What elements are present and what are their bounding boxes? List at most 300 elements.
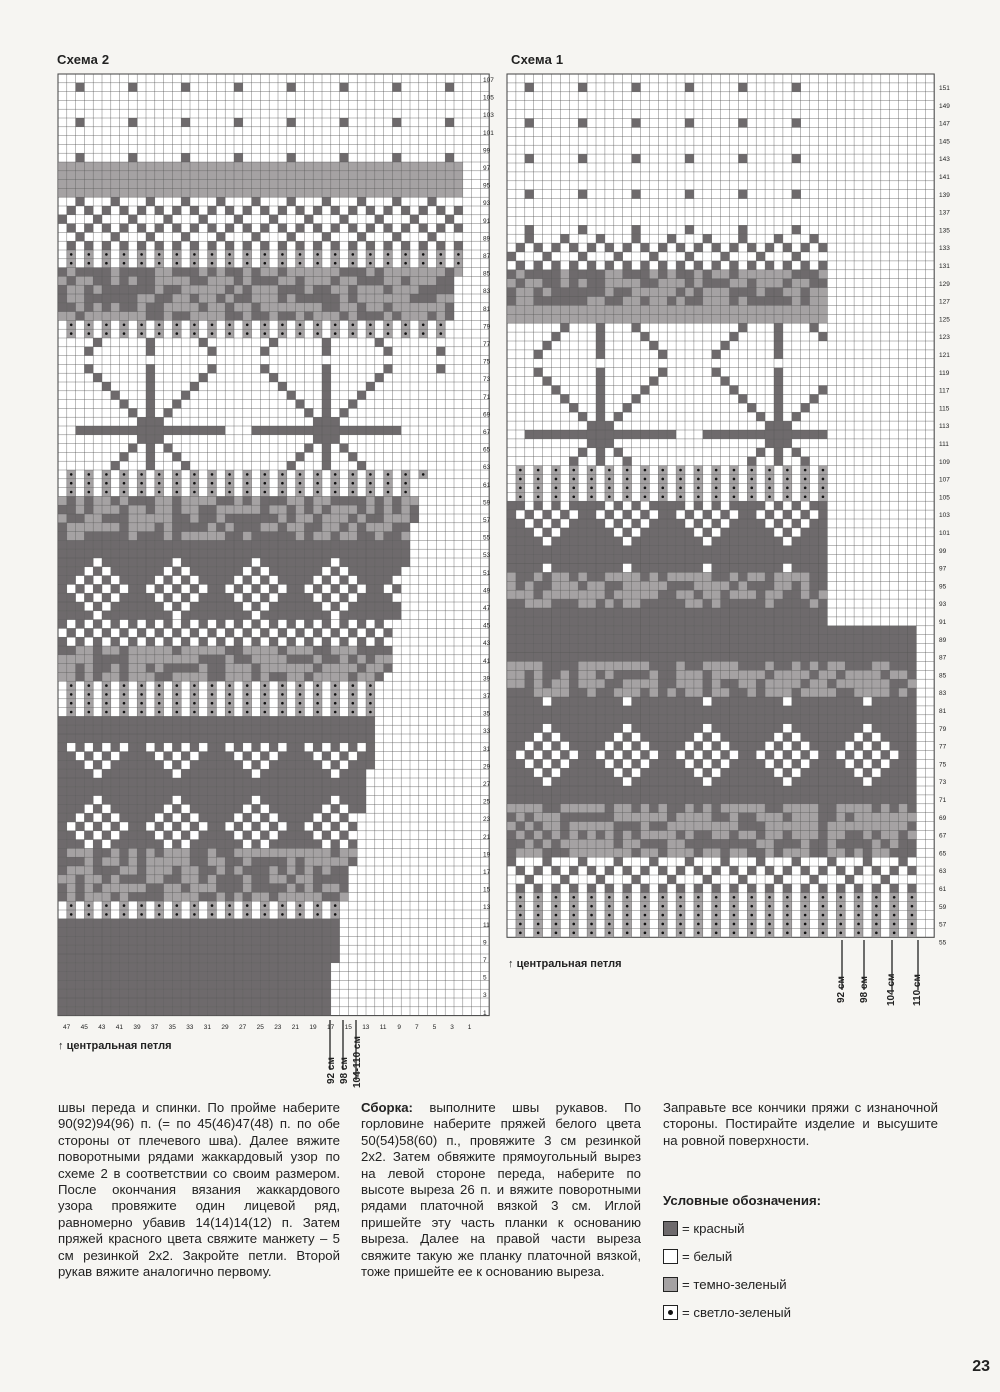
scheme2-stitch bbox=[216, 303, 225, 312]
scheme2-stitch bbox=[216, 188, 225, 197]
scheme2-stitch bbox=[287, 769, 296, 778]
scheme2-stitch bbox=[234, 804, 243, 813]
scheme1-stitch bbox=[908, 697, 917, 706]
scheme1-stitch bbox=[534, 590, 543, 599]
scheme2-stitch bbox=[164, 593, 173, 602]
scheme2-stitch bbox=[252, 664, 261, 673]
scheme1-stitch bbox=[649, 528, 658, 537]
scheme1-stitch bbox=[658, 768, 667, 777]
scheme1-stitch bbox=[658, 670, 667, 679]
scheme2-stitch bbox=[243, 787, 252, 796]
scheme1-stitch bbox=[578, 279, 587, 288]
scheme2-stitch bbox=[216, 426, 225, 435]
scheme1-stitch bbox=[596, 617, 605, 626]
scheme1-stitch bbox=[783, 688, 792, 697]
scheme2-dot bbox=[123, 702, 126, 705]
scheme1-stitch bbox=[881, 661, 890, 670]
scheme2-stitch bbox=[216, 523, 225, 532]
scheme2-stitch bbox=[384, 496, 393, 505]
scheme2-stitch bbox=[313, 611, 322, 620]
scheme2-stitch bbox=[84, 848, 93, 857]
scheme1-stitch bbox=[765, 546, 774, 555]
scheme2-stitch bbox=[340, 778, 349, 787]
scheme1-stitch bbox=[676, 537, 685, 546]
scheme2-stitch bbox=[243, 848, 252, 857]
scheme2-stitch bbox=[357, 391, 366, 400]
scheme2-stitch bbox=[216, 496, 225, 505]
scheme2-stitch bbox=[172, 787, 181, 796]
scheme1-stitch bbox=[658, 733, 667, 742]
scheme1-stitch bbox=[890, 759, 899, 768]
scheme2-dot bbox=[123, 491, 126, 494]
scheme1-stitch bbox=[827, 706, 836, 715]
scheme1-stitch bbox=[667, 635, 676, 644]
scheme2-stitch bbox=[252, 857, 261, 866]
scheme2-stitch bbox=[137, 725, 146, 734]
scheme1-stitch bbox=[649, 768, 658, 777]
scheme2-stitch bbox=[181, 514, 190, 523]
scheme2-stitch bbox=[84, 294, 93, 303]
scheme2-stitch bbox=[67, 936, 76, 945]
scheme2-stitch bbox=[366, 505, 375, 514]
scheme2-stitch bbox=[296, 778, 305, 787]
scheme2-stitch bbox=[84, 980, 93, 989]
scheme1-stitch bbox=[756, 528, 765, 537]
scheme2-stitch bbox=[199, 664, 208, 673]
scheme2-stitch bbox=[269, 426, 278, 435]
scheme2-stitch bbox=[366, 558, 375, 567]
scheme2-stitch bbox=[366, 540, 375, 549]
scheme2-stitch bbox=[146, 760, 155, 769]
scheme2-stitch bbox=[102, 928, 111, 937]
scheme2-stitch bbox=[58, 180, 67, 189]
scheme1-stitch bbox=[552, 270, 561, 279]
scheme2-stitch bbox=[67, 532, 76, 541]
scheme2-dot bbox=[264, 253, 267, 256]
scheme1-stitch bbox=[614, 564, 623, 573]
scheme2-stitch bbox=[331, 628, 340, 637]
scheme1-stitch bbox=[792, 305, 801, 314]
scheme1-stitch bbox=[703, 510, 712, 519]
scheme2-stitch bbox=[164, 734, 173, 743]
scheme2-stitch bbox=[155, 241, 164, 250]
scheme1-stitch bbox=[730, 706, 739, 715]
scheme1-stitch bbox=[676, 626, 685, 635]
scheme2-stitch bbox=[111, 945, 120, 954]
scheme1-stitch bbox=[792, 590, 801, 599]
scheme1-stitch bbox=[552, 537, 561, 546]
scheme2-stitch bbox=[58, 593, 67, 602]
scheme1-stitch bbox=[747, 270, 756, 279]
scheme2-stitch bbox=[278, 206, 287, 215]
scheme2-stitch bbox=[84, 734, 93, 743]
scheme2-stitch bbox=[322, 197, 331, 206]
scheme1-stitch bbox=[649, 501, 658, 510]
scheme1-stitch bbox=[730, 786, 739, 795]
scheme2-stitch bbox=[436, 312, 445, 321]
scheme1-stitch bbox=[516, 635, 525, 644]
scheme2-stitch bbox=[102, 752, 111, 761]
scheme1-stitch bbox=[810, 430, 819, 439]
scheme1-dot bbox=[661, 469, 664, 472]
scheme2-stitch bbox=[84, 787, 93, 796]
scheme1-stitch bbox=[738, 795, 747, 804]
scheme2-stitch bbox=[58, 875, 67, 884]
scheme2-stitch bbox=[331, 822, 340, 831]
scheme2-stitch bbox=[102, 875, 111, 884]
scheme2-stitch bbox=[146, 725, 155, 734]
scheme2-stitch bbox=[234, 945, 243, 954]
scheme2-stitch bbox=[313, 857, 322, 866]
scheme2-stitch bbox=[208, 276, 217, 285]
scheme2-stitch bbox=[243, 549, 252, 558]
scheme1-stitch bbox=[658, 786, 667, 795]
scheme1-stitch bbox=[694, 626, 703, 635]
scheme2-dot bbox=[70, 332, 73, 335]
scheme1-stitch bbox=[810, 742, 819, 751]
scheme1-stitch bbox=[534, 822, 543, 831]
scheme2-stitch bbox=[208, 919, 217, 928]
scheme2-stitch bbox=[278, 532, 287, 541]
scheme1-stitch bbox=[658, 270, 667, 279]
scheme2-stitch bbox=[401, 285, 410, 294]
scheme2-stitch bbox=[428, 303, 437, 312]
scheme2-stitch bbox=[76, 549, 85, 558]
scheme2-stitch bbox=[164, 919, 173, 928]
scheme2-stitch bbox=[155, 936, 164, 945]
scheme2-stitch bbox=[313, 514, 322, 523]
scheme2-dot bbox=[369, 702, 372, 705]
scheme2-stitch bbox=[243, 505, 252, 514]
scheme2-stitch bbox=[313, 884, 322, 893]
scheme2-stitch bbox=[76, 523, 85, 532]
scheme2-stitch bbox=[172, 584, 181, 593]
scheme2-stitch bbox=[172, 540, 181, 549]
scheme1-stitch bbox=[560, 777, 569, 786]
scheme2-stitch bbox=[331, 655, 340, 664]
scheme1-stitch bbox=[614, 448, 623, 457]
scheme2-stitch bbox=[111, 664, 120, 673]
scheme2-stitch bbox=[234, 549, 243, 558]
scheme2-stitch bbox=[93, 945, 102, 954]
scheme2-dot bbox=[211, 693, 214, 696]
scheme2-dot bbox=[264, 684, 267, 687]
scheme1-stitch bbox=[694, 305, 703, 314]
scheme1-stitch bbox=[836, 759, 845, 768]
scheme1-stitch bbox=[792, 626, 801, 635]
scheme2-stitch bbox=[216, 655, 225, 664]
scheme2-stitch bbox=[155, 312, 164, 321]
scheme2-stitch bbox=[164, 215, 173, 224]
scheme2-stitch bbox=[137, 268, 146, 277]
scheme1-stitch bbox=[756, 644, 765, 653]
scheme2-stitch bbox=[234, 787, 243, 796]
scheme1-stitch bbox=[792, 742, 801, 751]
scheme1-stitch bbox=[774, 430, 783, 439]
scheme2-stitch bbox=[243, 188, 252, 197]
scheme2-stitch bbox=[137, 602, 146, 611]
scheme2-stitch bbox=[331, 954, 340, 963]
scheme1-stitch bbox=[543, 768, 552, 777]
scheme2-dot bbox=[246, 491, 249, 494]
scheme2-stitch bbox=[252, 303, 261, 312]
scheme2-stitch bbox=[348, 276, 357, 285]
scheme2-stitch bbox=[172, 628, 181, 637]
scheme1-stitch bbox=[507, 537, 516, 546]
scheme2-stitch bbox=[155, 611, 164, 620]
scheme1-stitch bbox=[738, 750, 747, 759]
scheme2-stitch bbox=[331, 602, 340, 611]
scheme1-stitch bbox=[534, 759, 543, 768]
scheme1-stitch bbox=[738, 697, 747, 706]
scheme2-stitch bbox=[164, 171, 173, 180]
scheme1-stitch bbox=[614, 590, 623, 599]
scheme2-stitch bbox=[225, 505, 234, 514]
scheme1-stitch bbox=[525, 804, 534, 813]
scheme1-stitch bbox=[641, 528, 650, 537]
scheme1-stitch bbox=[632, 297, 641, 306]
scheme2-stitch bbox=[208, 813, 217, 822]
scheme1-stitch bbox=[560, 323, 569, 332]
scheme1-stitch bbox=[738, 510, 747, 519]
scheme2-stitch bbox=[128, 646, 137, 655]
scheme2-stitch bbox=[348, 725, 357, 734]
scheme1-stitch bbox=[747, 653, 756, 662]
scheme2-stitch bbox=[419, 268, 428, 277]
scheme1-stitch bbox=[819, 661, 828, 670]
scheme1-stitch bbox=[569, 795, 578, 804]
scheme1-stitch bbox=[507, 644, 516, 653]
scheme2-stitch bbox=[234, 884, 243, 893]
scheme2-stitch bbox=[216, 268, 225, 277]
scheme2-dot bbox=[228, 482, 231, 485]
scheme2-stitch bbox=[208, 796, 217, 805]
scheme2-stitch bbox=[164, 831, 173, 840]
scheme1-stitch bbox=[543, 555, 552, 564]
scheme1-stitch bbox=[756, 742, 765, 751]
scheme2-stitch bbox=[225, 655, 234, 664]
scheme2-stitch bbox=[137, 936, 146, 945]
scheme1-stitch bbox=[543, 688, 552, 697]
scheme1-stitch bbox=[747, 537, 756, 546]
scheme2-stitch bbox=[296, 787, 305, 796]
scheme2-stitch bbox=[428, 294, 437, 303]
scheme2-stitch bbox=[384, 241, 393, 250]
scheme1-stitch bbox=[756, 555, 765, 564]
scheme1-stitch bbox=[587, 750, 596, 759]
scheme1-stitch bbox=[881, 795, 890, 804]
scheme2-stitch bbox=[340, 646, 349, 655]
scheme2-stitch bbox=[128, 268, 137, 277]
scheme2-stitch bbox=[331, 224, 340, 233]
scheme2-stitch bbox=[93, 1007, 102, 1016]
scheme1-stitch bbox=[756, 635, 765, 644]
scheme2-stitch bbox=[234, 936, 243, 945]
scheme1-stitch bbox=[836, 733, 845, 742]
scheme1-stitch bbox=[747, 777, 756, 786]
scheme1-stitch bbox=[774, 279, 783, 288]
scheme2-stitch bbox=[252, 602, 261, 611]
scheme2-stitch bbox=[120, 303, 129, 312]
scheme2-dot bbox=[88, 711, 91, 714]
scheme2-stitch bbox=[287, 734, 296, 743]
scheme2-stitch bbox=[243, 593, 252, 602]
scheme2-stitch bbox=[322, 848, 331, 857]
scheme2-stitch bbox=[260, 628, 269, 637]
scheme2-stitch bbox=[340, 549, 349, 558]
scheme2-stitch bbox=[331, 672, 340, 681]
scheme1-stitch bbox=[783, 314, 792, 323]
scheme2-stitch bbox=[190, 989, 199, 998]
scheme1-stitch bbox=[578, 670, 587, 679]
scheme2-stitch bbox=[260, 532, 269, 541]
scheme1-stitch bbox=[641, 688, 650, 697]
scheme2-stitch bbox=[128, 637, 137, 646]
scheme1-stitch bbox=[836, 706, 845, 715]
scheme2-stitch bbox=[190, 787, 199, 796]
scheme2-stitch bbox=[84, 593, 93, 602]
scheme2-stitch bbox=[93, 285, 102, 294]
scheme1-stitch bbox=[890, 724, 899, 733]
scheme1-stitch bbox=[836, 697, 845, 706]
scheme2-stitch bbox=[269, 620, 278, 629]
scheme2-stitch bbox=[260, 505, 269, 514]
scheme2-stitch bbox=[287, 391, 296, 400]
scheme1-stitch bbox=[899, 661, 908, 670]
scheme2-stitch bbox=[67, 611, 76, 620]
scheme1-stitch bbox=[676, 501, 685, 510]
scheme1-stitch bbox=[765, 581, 774, 590]
scheme1-stitch bbox=[649, 733, 658, 742]
scheme1-stitch bbox=[667, 314, 676, 323]
scheme1-stitch bbox=[569, 644, 578, 653]
scheme2-stitch bbox=[172, 206, 181, 215]
scheme1-stitch bbox=[552, 661, 561, 670]
scheme1-dot bbox=[519, 495, 522, 498]
scheme1-stitch bbox=[730, 261, 739, 270]
scheme2-stitch bbox=[410, 303, 419, 312]
scheme2-stitch bbox=[428, 276, 437, 285]
scheme2-stitch bbox=[190, 567, 199, 576]
scheme1-stitch bbox=[596, 430, 605, 439]
scheme2-stitch bbox=[357, 268, 366, 277]
scheme2-stitch bbox=[234, 743, 243, 752]
scheme2-stitch bbox=[278, 954, 287, 963]
scheme2-stitch bbox=[278, 998, 287, 1007]
scheme1-stitch bbox=[516, 555, 525, 564]
scheme2-stitch bbox=[84, 523, 93, 532]
scheme1-stitch bbox=[632, 154, 641, 163]
scheme1-stitch bbox=[801, 590, 810, 599]
scheme2-stitch bbox=[128, 866, 137, 875]
scheme1-stitch bbox=[578, 724, 587, 733]
scheme1-stitch bbox=[623, 403, 632, 412]
scheme2-stitch bbox=[155, 496, 164, 505]
scheme2-stitch bbox=[199, 567, 208, 576]
scheme2-stitch bbox=[366, 664, 375, 673]
scheme1-stitch bbox=[552, 679, 561, 688]
scheme2-stitch bbox=[287, 875, 296, 884]
scheme2-stitch bbox=[128, 312, 137, 321]
scheme2-stitch bbox=[128, 848, 137, 857]
scheme1-dot bbox=[822, 487, 825, 490]
scheme1-stitch bbox=[534, 724, 543, 733]
scheme2-stitch bbox=[128, 276, 137, 285]
scheme2-stitch bbox=[357, 496, 366, 505]
scheme1-stitch bbox=[819, 804, 828, 813]
scheme2-stitch bbox=[76, 655, 85, 664]
scheme1-stitch bbox=[899, 635, 908, 644]
scheme2-stitch bbox=[190, 646, 199, 655]
scheme2-stitch bbox=[322, 637, 331, 646]
scheme1-stitch bbox=[890, 644, 899, 653]
scheme2-stitch bbox=[102, 672, 111, 681]
scheme2-stitch bbox=[348, 734, 357, 743]
scheme2-stitch bbox=[146, 892, 155, 901]
scheme1-stitch bbox=[721, 688, 730, 697]
scheme2-dot bbox=[334, 684, 337, 687]
scheme2-dot bbox=[246, 904, 249, 907]
scheme1-stitch bbox=[649, 804, 658, 813]
scheme1-stitch bbox=[801, 715, 810, 724]
scheme2-stitch bbox=[76, 954, 85, 963]
scheme1-stitch bbox=[552, 795, 561, 804]
scheme1-stitch bbox=[614, 305, 623, 314]
scheme1-stitch bbox=[667, 234, 676, 243]
scheme1-stitch bbox=[676, 679, 685, 688]
scheme1-stitch bbox=[783, 279, 792, 288]
scheme1-stitch bbox=[721, 510, 730, 519]
scheme1-stitch bbox=[569, 501, 578, 510]
scheme1-stitch bbox=[712, 608, 721, 617]
scheme2-stitch bbox=[199, 602, 208, 611]
scheme1-stitch bbox=[908, 768, 917, 777]
scheme1-stitch bbox=[587, 305, 596, 314]
scheme2-stitch bbox=[216, 919, 225, 928]
scheme2-stitch bbox=[181, 118, 190, 127]
scheme1-stitch bbox=[703, 288, 712, 297]
scheme2-stitch bbox=[199, 716, 208, 725]
scheme2-stitch bbox=[128, 593, 137, 602]
scheme2-stitch bbox=[137, 646, 146, 655]
scheme1-stitch bbox=[721, 608, 730, 617]
scheme2-dot bbox=[140, 684, 143, 687]
scheme2-stitch bbox=[322, 945, 331, 954]
scheme2-stitch bbox=[278, 514, 287, 523]
scheme2-dot bbox=[88, 913, 91, 916]
scheme1-stitch bbox=[543, 644, 552, 653]
scheme2-stitch bbox=[436, 162, 445, 171]
scheme2-stitch bbox=[225, 611, 234, 620]
scheme2-stitch bbox=[225, 831, 234, 840]
scheme2-stitch bbox=[322, 857, 331, 866]
scheme2-stitch bbox=[155, 760, 164, 769]
scheme1-stitch bbox=[730, 804, 739, 813]
scheme2-stitch bbox=[67, 312, 76, 321]
scheme1-stitch bbox=[605, 635, 614, 644]
scheme2-stitch bbox=[137, 514, 146, 523]
scheme2-stitch bbox=[84, 857, 93, 866]
scheme1-stitch bbox=[525, 750, 534, 759]
scheme2-stitch bbox=[120, 848, 129, 857]
scheme1-stitch bbox=[747, 243, 756, 252]
scheme2-stitch bbox=[120, 593, 129, 602]
scheme2-stitch bbox=[392, 602, 401, 611]
scheme2-dot bbox=[228, 253, 231, 256]
scheme1-stitch bbox=[543, 377, 552, 386]
scheme2-stitch bbox=[340, 162, 349, 171]
scheme2-dot bbox=[316, 693, 319, 696]
